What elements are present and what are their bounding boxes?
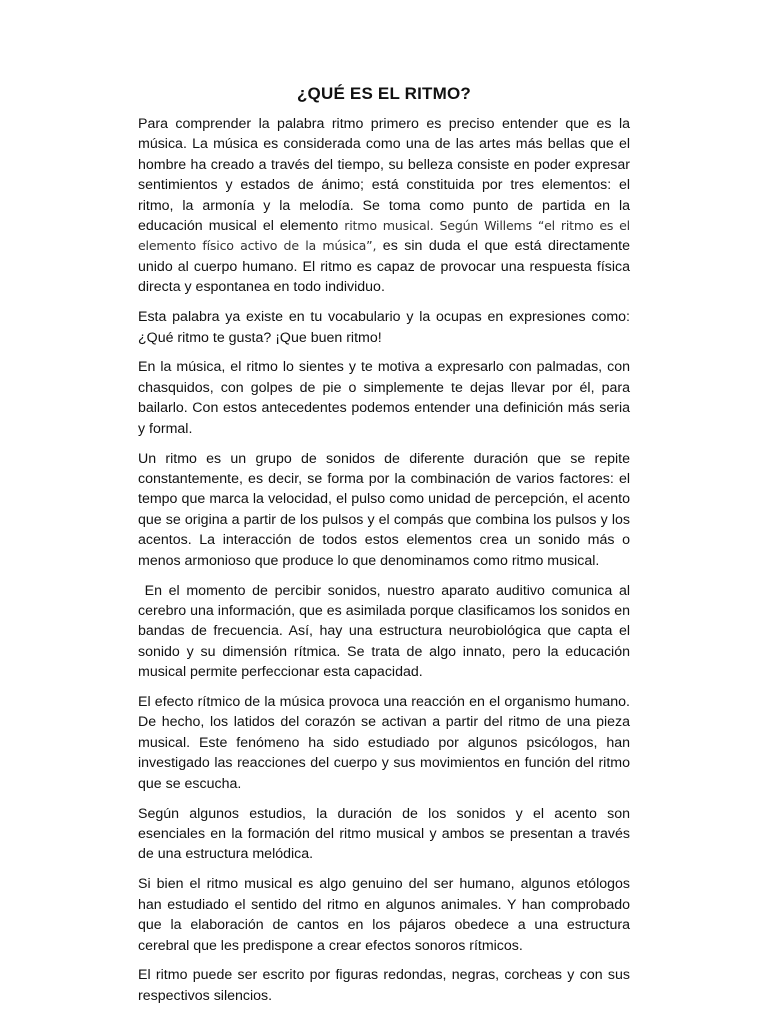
paragraph-1-text-c: es sin duda el que está directamente unido al cuerpo humano. El ritmo es capaz de provocar una respuesta física directa y espontanea en todo individuo. <box>138 238 630 296</box>
willems-quote: ritmo musical. Según Willems “el ritmo es el elemento físico activo de la música”, <box>138 218 630 254</box>
page-title: ¿QUÉ ES EL RITMO? <box>296 84 472 103</box>
paragraph-7: Según algunos estudios, la duración de los sonidos y el acento son esenciales en la formación del ritmo musical y ambos se presentan a través de una estructura melódica. <box>138 805 630 863</box>
paragraph-4: Un ritmo es un grupo de sonidos de diferente duración que se repite constantemente, es decir, se forma por la combinación de varios factores: el tempo que marca la velocidad, el pulso como unidad de percepción, el acento que se origina a partir de los pulsos y el compás que combina los pulsos y los acentos. La interacción de todos estos elementos crea un sonido más o menos armonioso que produce lo que denominamos como ritmo musical. <box>138 450 630 569</box>
paragraph-2: Esta palabra ya existe en tu vocabulario y la ocupas en expresiones como: ¿Qué ritmo te gusta? ¡Que buen ritmo! <box>138 309 630 346</box>
paragraph-1-text-a: Para comprender la palabra ritmo primero es preciso entender que es la música. La música es considerada como una de las artes más bellas que el hombre ha creado a través del tiempo, su belleza consiste en poder expresar sentimientos y estados de ánimo; está constituida por tres elementos: el ritmo, la armonía y la melodía. Se toma como punto de partida en la educación musical el elemento <box>138 116 630 235</box>
document-page <box>138 80 634 1016</box>
paragraph-3: En la música, el ritmo lo sientes y te motiva a expresarlo con palmadas, con chasquidos, con golpes de pie o simplemente te dejas llevar por él, para bailarlo. Con estos antecedentes podemos entender una definición más seria y formal. <box>138 359 630 437</box>
paragraph-1 <box>138 114 630 298</box>
paragraph-6: El efecto rítmico de la música provoca una reacción en el organismo humano. De hecho, los latidos del corazón se activan a partir del ritmo de una pieza musical. Este fenómeno ha sido estudiado por algunos psicólogos, han investigado las reacciones del cuerpo y sus movimientos en función del ritmo que se escucha. <box>138 694 630 792</box>
paragraph-9: El ritmo puede ser escrito por figuras redondas, negras, corcheas y con sus respectivos silencios. <box>138 967 630 1004</box>
paragraph-5: En el momento de percibir sonidos, nuestro aparato auditivo comunica al cerebro una información, que es asimilada porque clasificamos los sonidos en bandas de frecuencia. Así, hay una estructura neurobiológica que capta el sonido y su dimensión rítmica. Se trata de algo innato, pero la educación musical permite perfeccionar esta capacidad. <box>138 582 634 681</box>
paragraph-8: Si bien el ritmo musical es algo genuino del ser humano, algunos etólogos han estudiado el sentido del ritmo en algunos animales. Y han comprobado que la elaboración de cantos en los pájaros obedece a una estructura cerebral que les predispone a crear efectos sonoros rítmicos. <box>138 876 630 954</box>
